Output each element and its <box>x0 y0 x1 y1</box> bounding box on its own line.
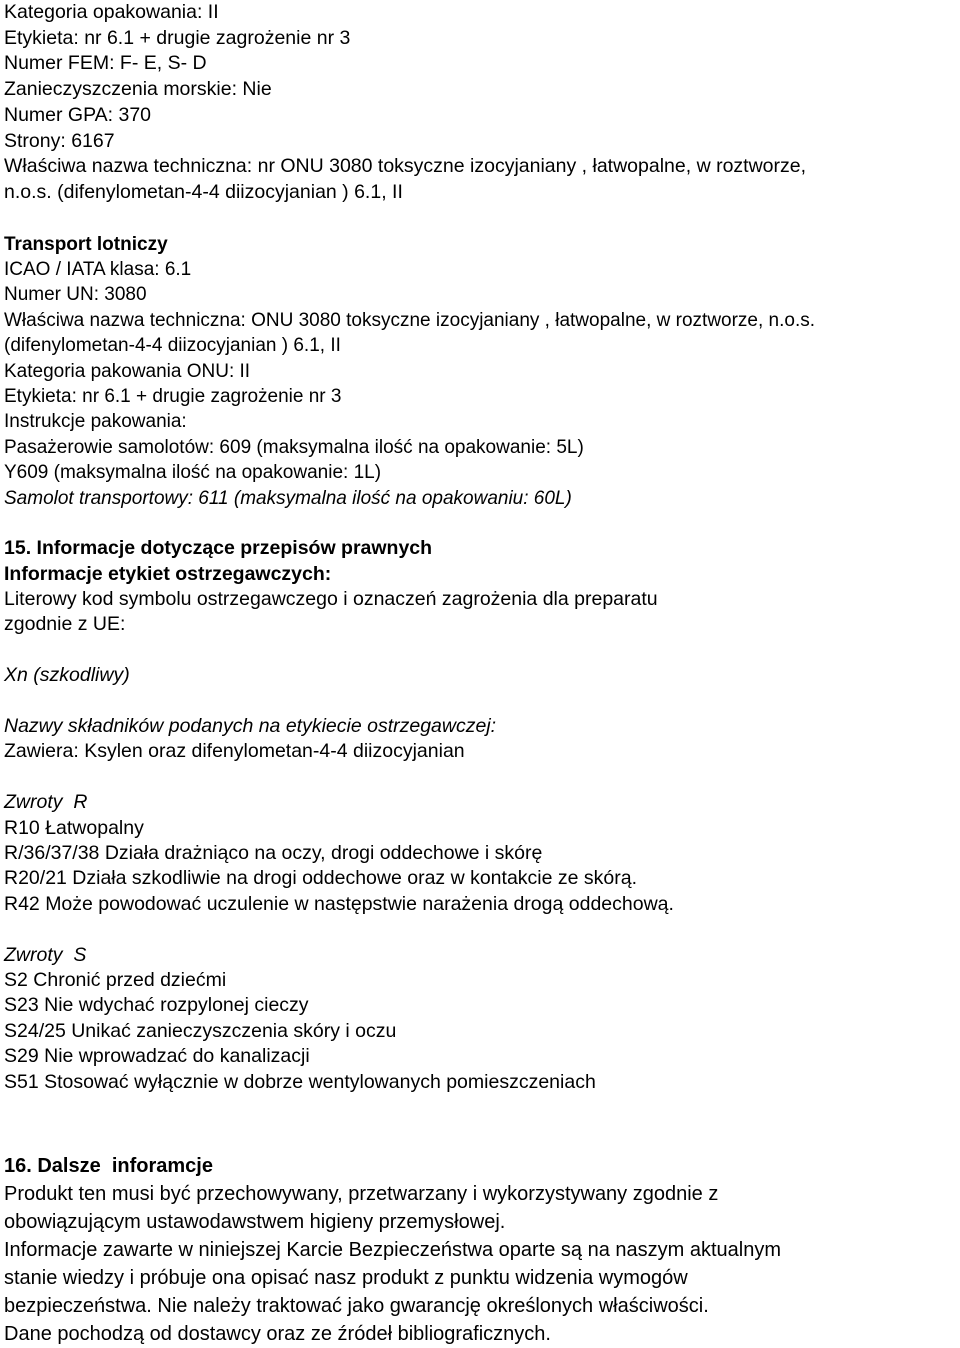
text-line: Instrukcje pakowania: <box>4 411 187 433</box>
text-line: Numer UN: 3080 <box>4 284 147 306</box>
text-line: stanie wiedzy i próbuje ona opisać nasz produkt z punktu widzenia wymogów <box>4 1266 688 1289</box>
section-heading: 16. Dalsze inforamcje <box>4 1154 213 1177</box>
text-line: Właściwa nazwa techniczna: nr ONU 3080 toksyczne izocyjaniany , łatwopalne, w roztworze, <box>4 155 807 178</box>
text-line: Y609 (maksymalna ilość na opakowanie: 1L) <box>4 462 382 484</box>
text-line: obowiązującym ustawodawstwem higieny przemysłowej. <box>4 1210 506 1233</box>
text-line: Pasażerowie samolotów: 609 (maksymalna ilość na opakowanie: 5L) <box>4 436 584 458</box>
air-transport-block <box>4 232 956 511</box>
section-heading: 15. Informacje dotyczące przepisów prawnych <box>4 537 433 560</box>
text-line: Strony: 6167 <box>4 129 115 152</box>
s-phrases-label: Zwroty S <box>4 943 87 966</box>
text-line: (difenylometan-4-4 diizocyjanian ) 6.1, II <box>4 335 341 357</box>
text-line: ICAO / IATA klasa: 6.1 <box>4 259 192 281</box>
ingredients: Zawiera: Ksylen oraz difenylometan-4-4 diizocyjanian <box>4 740 465 763</box>
text-line: Kategoria opakowania: II <box>4 1 219 23</box>
text-line: bezpieczeństwa. Nie należy traktować jako gwarancję określonych właściwości. <box>4 1294 709 1317</box>
spacer <box>4 917 956 942</box>
text-line: Etykieta: nr 6.1 + drugie zagrożenie nr 3 <box>4 386 342 408</box>
spacer <box>4 511 956 536</box>
sea-transport-block <box>4 0 956 206</box>
r-phrase: R42 Może powodować uczulenie w następstwie narażenia drogą oddechową. <box>4 892 674 915</box>
text-line: zgodnie z UE: <box>4 613 126 636</box>
text-line: Zanieczyszczenia morskie: Nie <box>4 78 272 101</box>
section-16 <box>4 1152 956 1348</box>
section-15 <box>4 536 956 1095</box>
spacer <box>4 638 956 663</box>
r-phrases-label: Zwroty R <box>4 791 88 814</box>
text-line: Dane pochodzą od dostawcy oraz ze źródeł bibliograficznych. <box>4 1322 551 1345</box>
section-subheading: Informacje etykiet ostrzegawczych: <box>4 562 332 585</box>
text-line: n.o.s. (difenylometan-4-4 diizocyjanian ) 6.1, II <box>4 180 403 203</box>
s-phrase: S2 Chronić przed dziećmi <box>4 968 227 991</box>
s-phrase: S24/25 Unikać zanieczyszczenia skóry i oczu <box>4 1019 397 1042</box>
r-phrase: R/36/37/38 Działa drażniąco na oczy, drogi oddechowe i skórę <box>4 841 543 864</box>
ingredients-label: Nazwy składników podanych na etykiecie ostrzegawczej: <box>4 714 497 737</box>
s-phrase: S51 Stosować wyłącznie w dobrze wentylowanych pomieszczeniach <box>4 1070 596 1093</box>
text-line: Właściwa nazwa techniczna: ONU 3080 toksyczne izocyjaniany , łatwopalne, w roztworze, n.o.s. <box>4 309 816 331</box>
r-phrase: R10 Łatwopalny <box>4 816 144 839</box>
text-line: Numer FEM: F- E, S- D <box>4 52 207 75</box>
hazard-symbol: Xn (szkodliwy) <box>4 664 130 687</box>
text-line: Literowy kod symbolu ostrzegawczego i oznaczeń zagrożenia dla preparatu <box>4 587 658 610</box>
section-heading: Transport lotniczy <box>4 233 168 255</box>
text-line: Kategoria pakowania ONU: II <box>4 360 251 382</box>
text-line: Informacje zawarte w niniejszej Karcie Bezpieczeństwa oparte są na naszym aktualnym <box>4 1238 782 1261</box>
text-line: Produkt ten musi być przechowywany, przetwarzany i wykorzystywany zgodnie z <box>4 1182 719 1205</box>
text-line: Etykieta: nr 6.1 + drugie zagrożenie nr 3 <box>4 26 351 49</box>
spacer <box>4 765 956 790</box>
r-phrase: R20/21 Działa szkodliwie na drogi oddechowe oraz w kontakcie ze skórą. <box>4 867 637 890</box>
text-line: Numer GPA: 370 <box>4 103 152 126</box>
spacer <box>4 689 956 714</box>
spacer <box>4 1095 956 1152</box>
s-phrase: S29 Nie wprowadzać do kanalizacji <box>4 1045 310 1068</box>
document-page <box>4 0 956 1348</box>
s-phrase: S23 Nie wdychać rozpylonej cieczy <box>4 994 309 1017</box>
spacer <box>4 206 956 232</box>
text-line-italic: Samolot transportowy: 611 (maksymalna ilość na opakowaniu: 60L) <box>4 487 572 509</box>
